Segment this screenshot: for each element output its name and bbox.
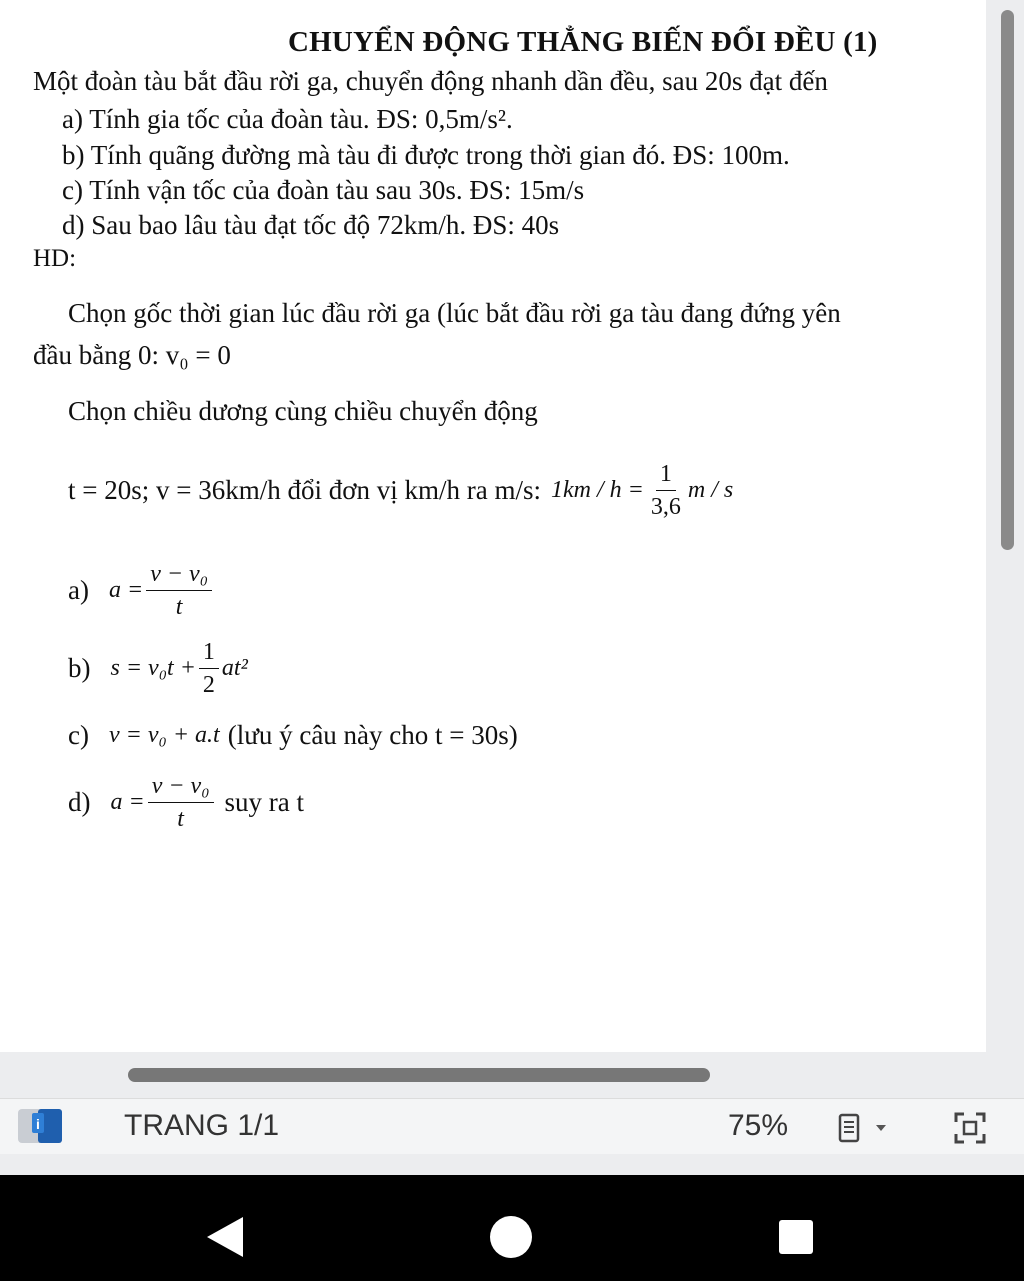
solution-b-rhs: at² [221,655,248,681]
solution-c-note: (lưu ý câu này cho t = 30s) [227,720,518,750]
status-bar [0,1098,1024,1154]
solution-d-denominator: t [177,806,184,832]
solution-d-numerator: v − v₀ [148,774,214,803]
solution-d [68,774,304,831]
hint-paragraph-1-line-2: đầu bằng 0: v₀ = 0 [33,340,231,370]
question-c: c) Tính vận tốc của đoàn tàu sau 30s. ĐS: 15m/s [62,175,585,205]
android-navigation-bar [0,1175,1024,1281]
solution-a-lhs: a = [108,577,144,603]
solution-a [68,562,215,619]
solution-a-label: a) [68,575,89,605]
solution-b-denominator: 2 [202,672,215,698]
svg-text:i: i [36,1116,40,1132]
solution-d-fraction [148,774,214,831]
question-b: b) Tính quãng đường mà tàu đi được trong thời gian đó. ĐS: 100m. [62,140,790,170]
back-triangle-icon[interactable] [205,1215,245,1264]
layout-view-icon[interactable] [836,1113,896,1143]
horizontal-scrollbar[interactable] [128,1068,710,1082]
solution-d-label: d) [68,787,91,817]
fit-screen-icon[interactable] [952,1110,988,1146]
solution-a-fraction [146,562,212,619]
solution-a-denominator: t [175,594,183,620]
solution-c-math: v = v₀ + a.t [108,722,220,748]
conversion-denominator: 3,6 [650,494,681,520]
unit-conversion-text: t = 20s; v = 36km/h đổi đơn vị km/h ra m/s: [68,475,541,505]
solution-b-label: b) [68,653,91,683]
conversion-rhs: m / s [687,477,734,503]
question-a: a) Tính gia tốc của đoàn tàu. ĐS: 0,5m/s². [62,104,513,134]
conversion-numerator: 1 [656,462,676,491]
zoom-level[interactable]: 75% [728,1109,789,1142]
hint-paragraph-1-line-1: Chọn gốc thời gian lúc đầu rời ga (lúc bắt đầu rời ga tàu đang đứng yên [68,298,841,328]
recents-square-icon[interactable] [778,1219,814,1260]
solution-b-fraction [199,640,219,697]
hint-paragraph-3 [68,462,733,519]
solution-a-numerator: v − v₀ [146,562,212,591]
solution-c-label: c) [68,720,89,750]
solution-b-lhs: s = v₀t + [110,655,196,681]
question-d: d) Sau bao lâu tàu đạt tốc độ 72km/h. ĐS: 40s [62,210,560,240]
page-indicator: TRANG 1/1 [124,1109,280,1142]
home-circle-icon[interactable] [489,1215,533,1264]
document-title: CHUYỂN ĐỘNG THẲNG BIẾN ĐỔI ĐỀU (1) [288,26,878,58]
solution-c [68,720,518,751]
hint-label: HD: [33,245,77,272]
problem-statement: Một đoàn tàu bắt đầu rời ga, chuyển động nhanh dần đều, sau 20s đạt đến [33,66,828,96]
vertical-scrollbar[interactable] [1001,10,1014,550]
conversion-lhs: 1km / h = [551,477,644,503]
document-icon[interactable] [16,1105,76,1147]
conversion-fraction [647,462,685,519]
solution-b-numerator: 1 [199,640,219,669]
solution-d-note: suy ra t [224,787,305,817]
solution-d-lhs: a = [110,789,145,815]
solution-b [68,640,248,697]
hint-paragraph-2: Chọn chiều dương cùng chiều chuyển động [68,396,538,426]
